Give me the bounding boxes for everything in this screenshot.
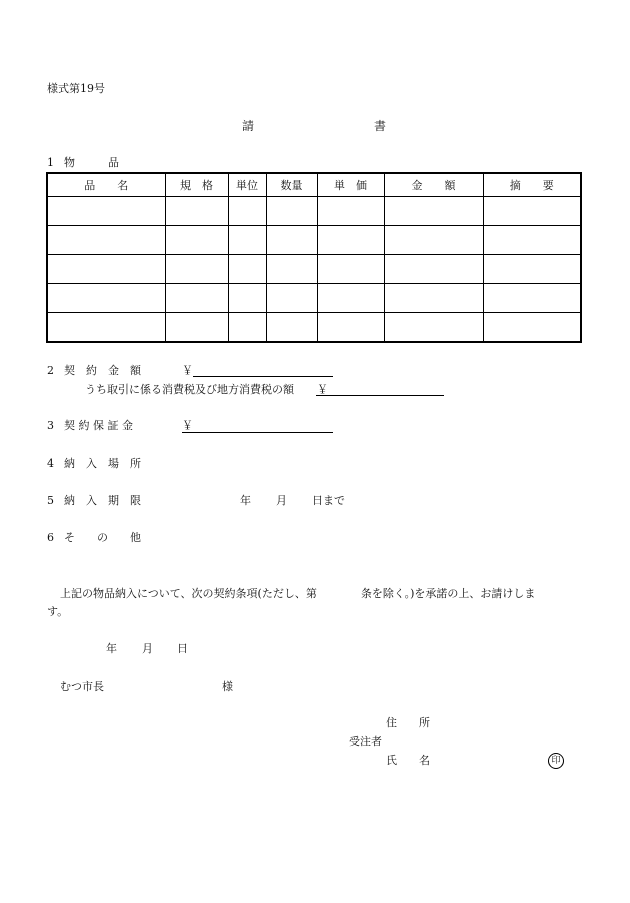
table-cell[interactable] <box>165 284 228 313</box>
table-cell[interactable] <box>266 226 317 255</box>
table-cell[interactable] <box>317 255 384 284</box>
header-remarks: 摘 要 <box>483 173 581 197</box>
section-2-label: 契 約 金 額 <box>64 364 141 377</box>
table-cell[interactable] <box>228 284 266 313</box>
table-cell[interactable] <box>47 255 165 284</box>
table-cell[interactable] <box>384 197 483 226</box>
section-1-label: 物 品 <box>64 156 119 169</box>
contractor-role: 受注者 <box>349 735 382 748</box>
section-6-number: 6 <box>47 531 54 544</box>
table-cell[interactable] <box>165 255 228 284</box>
date-month: 月 <box>142 642 153 655</box>
section-1-number: 1 <box>47 156 54 169</box>
seal-mark: 印 <box>548 753 564 769</box>
table-cell[interactable] <box>317 284 384 313</box>
body-text-line-1: 上記の物品納入について、次の契約条項(ただし、第 条を除く。)を承諾の上、お請けしま <box>60 587 536 600</box>
deadline-year: 年 <box>240 494 251 507</box>
table-cell[interactable] <box>384 313 483 343</box>
table-cell[interactable] <box>47 284 165 313</box>
page-title: 請 書 <box>242 119 387 133</box>
tax-amount-field[interactable] <box>316 395 444 396</box>
header-spec: 規 格 <box>165 173 228 197</box>
section-3-label: 契 約 保 証 金 <box>64 419 133 432</box>
table-row <box>47 255 581 284</box>
table-cell[interactable] <box>483 226 581 255</box>
table-cell[interactable] <box>266 313 317 343</box>
table-cell[interactable] <box>384 226 483 255</box>
table-row <box>47 313 581 343</box>
table-cell[interactable] <box>317 226 384 255</box>
table-cell[interactable] <box>266 255 317 284</box>
table-cell[interactable] <box>317 197 384 226</box>
table-cell[interactable] <box>47 313 165 343</box>
tax-yen: ￥ <box>317 383 328 396</box>
table-cell[interactable] <box>165 226 228 255</box>
table-cell[interactable] <box>384 255 483 284</box>
table-row <box>47 226 581 255</box>
table-cell[interactable] <box>47 197 165 226</box>
section-2-number: 2 <box>47 364 54 377</box>
header-quantity: 数量 <box>266 173 317 197</box>
section-3-number: 3 <box>47 419 54 432</box>
table-cell[interactable] <box>266 284 317 313</box>
header-unit: 単位 <box>228 173 266 197</box>
header-unit-price: 単 価 <box>317 173 384 197</box>
date-year: 年 <box>106 642 117 655</box>
table-cell[interactable] <box>483 255 581 284</box>
contract-amount-yen: ￥ <box>182 364 193 377</box>
tax-label: うち取引に係る消費税及び地方消費税の額 <box>85 383 294 396</box>
table-row <box>47 284 581 313</box>
address-label: 住 所 <box>386 716 430 729</box>
table-cell[interactable] <box>165 197 228 226</box>
deadline-month: 月 <box>276 494 287 507</box>
table-cell[interactable] <box>228 197 266 226</box>
section-4-label: 納 入 場 所 <box>64 457 141 470</box>
section-6-label: そ の 他 <box>64 531 141 544</box>
table-cell[interactable] <box>483 284 581 313</box>
table-cell[interactable] <box>47 226 165 255</box>
section-5-label: 納 入 期 限 <box>64 494 141 507</box>
table-cell[interactable] <box>384 284 483 313</box>
addressee-name: むつ市長 <box>60 680 104 693</box>
header-item-name: 品 名 <box>47 173 165 197</box>
table-cell[interactable] <box>228 226 266 255</box>
deposit-field[interactable] <box>182 432 333 433</box>
table-header-row <box>47 173 581 197</box>
items-table <box>46 172 582 343</box>
deposit-yen: ￥ <box>182 419 193 432</box>
contract-amount-field[interactable] <box>193 376 333 377</box>
date-day: 日 <box>177 642 188 655</box>
table-cell[interactable] <box>228 313 266 343</box>
form-number: 様式第19号 <box>47 82 105 95</box>
table-cell[interactable] <box>483 313 581 343</box>
table-cell[interactable] <box>228 255 266 284</box>
table-cell[interactable] <box>266 197 317 226</box>
table-cell[interactable] <box>483 197 581 226</box>
name-label: 氏 名 <box>386 754 430 767</box>
section-4-number: 4 <box>47 457 54 470</box>
table-cell[interactable] <box>165 313 228 343</box>
body-text-line-2: す。 <box>47 605 69 618</box>
header-amount: 金 額 <box>384 173 483 197</box>
table-cell[interactable] <box>317 313 384 343</box>
deadline-day: 日まで <box>312 494 345 507</box>
addressee-honorific: 様 <box>222 680 233 693</box>
section-5-number: 5 <box>47 494 54 507</box>
table-row <box>47 197 581 226</box>
